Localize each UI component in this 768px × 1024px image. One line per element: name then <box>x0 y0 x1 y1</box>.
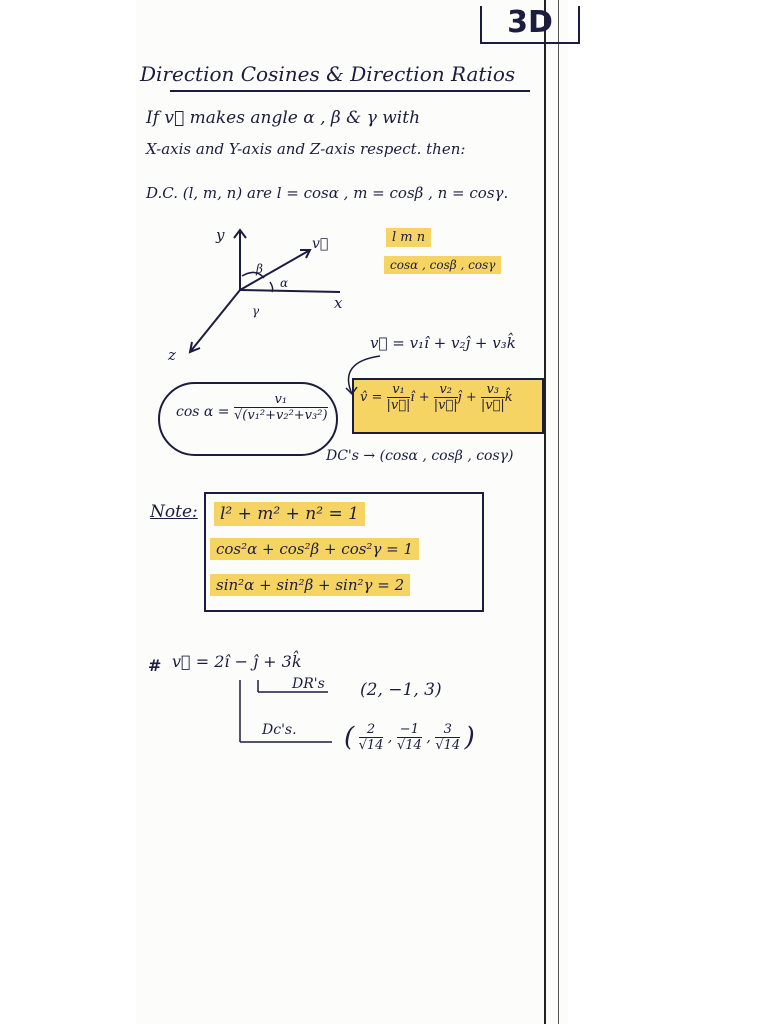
cos-alpha-lhs: cos α = <box>176 404 230 420</box>
unit-term-2 <box>434 382 458 413</box>
dc-fraction-2 <box>397 722 422 753</box>
page-title: Direction Cosines & Direction Ratios <box>140 62 516 86</box>
vector-label: v⃗ <box>312 236 329 252</box>
drs-value: (2, −1, 3) <box>360 680 442 700</box>
example-marker: # <box>148 656 162 675</box>
beta-label: β <box>256 262 263 276</box>
alpha-label: α <box>280 276 289 290</box>
unit-term-2-num: v₂ <box>434 382 458 398</box>
note-label: Note: <box>150 502 198 522</box>
y-axis-label: y <box>216 226 225 244</box>
note-line-1: l² + m² + n² = 1 <box>214 502 365 526</box>
note-line-2: cos²α + cos²β + cos²γ = 1 <box>210 538 419 560</box>
unit-term-1-unit: î + <box>410 390 430 405</box>
dc-fraction-1-num: 2 <box>359 722 384 738</box>
unit-term-3-unit: k̂ <box>504 390 513 405</box>
unit-vector-lead: v̂ = <box>360 390 383 405</box>
unit-term-1-den: |v⃗| <box>386 398 411 413</box>
unit-term-1-num: v₁ <box>387 382 411 398</box>
unit-term-2-den: |v⃗| <box>433 398 458 413</box>
dcs-label: Dc's. <box>262 722 297 738</box>
x-axis-label: x <box>334 294 343 312</box>
curved-arrow <box>330 350 390 400</box>
unit-term-3 <box>481 382 505 413</box>
dc-fraction-1-den: √14 <box>358 738 384 753</box>
dc-fraction-2-den: √14 <box>396 738 422 753</box>
gamma-label: γ <box>252 304 260 318</box>
direction-cosines-result: DC's → (cosα , cosβ , cosγ) <box>326 448 514 464</box>
section-tag: 3D <box>480 6 580 44</box>
dc-fraction-3-num: 3 <box>435 722 460 738</box>
drs-label: DR's <box>292 676 325 692</box>
unit-term-3-num: v₃ <box>481 382 505 398</box>
lmn-cosines: cosα , cosβ , cosγ <box>384 256 501 274</box>
intro-line-1: If v⃗ makes angle α , β & γ with <box>146 108 421 128</box>
title-underline <box>170 90 530 92</box>
axes-diagram <box>160 220 360 370</box>
dc-fraction-3-den: √14 <box>435 738 461 753</box>
page-edge-line <box>558 0 559 1024</box>
dc-fraction-3 <box>435 722 460 753</box>
dc-definition: D.C. (l, m, n) are l = cosα , m = cosβ , n = cosγ. <box>146 184 509 202</box>
z-axis-label: z <box>168 346 176 364</box>
vector-expansion: v⃗ = v₁î + v₂ĵ + v₃k̂ <box>370 334 516 352</box>
unit-term-1 <box>387 382 411 413</box>
dcs-values: ( $\frac{2}{√14}$ , $\frac{-1}{√14}$ , $\frac{3}{√14}$ ) <box>344 722 475 753</box>
cos-alpha-numerator: v₁ <box>234 392 328 408</box>
cos-alpha-denominator: √(v₁²+v₂²+v₃²) <box>234 408 328 423</box>
margin-line <box>544 0 546 1024</box>
dc-fraction-2-num: −1 <box>397 722 422 738</box>
lmn-labels: l m n <box>386 228 431 247</box>
cos-alpha-fraction <box>234 392 328 423</box>
note-line-3: sin²α + sin²β + sin²γ = 2 <box>210 574 410 596</box>
unit-term-2-unit: ĵ + <box>457 390 477 405</box>
example-vector: v⃗ = 2î − ĵ + 3k̂ <box>172 652 302 671</box>
unit-term-3-den: |v⃗| <box>480 398 505 413</box>
intro-line-2: X-axis and Y-axis and Z-axis respect. then: <box>146 140 466 158</box>
dc-fraction-1 <box>359 722 384 753</box>
